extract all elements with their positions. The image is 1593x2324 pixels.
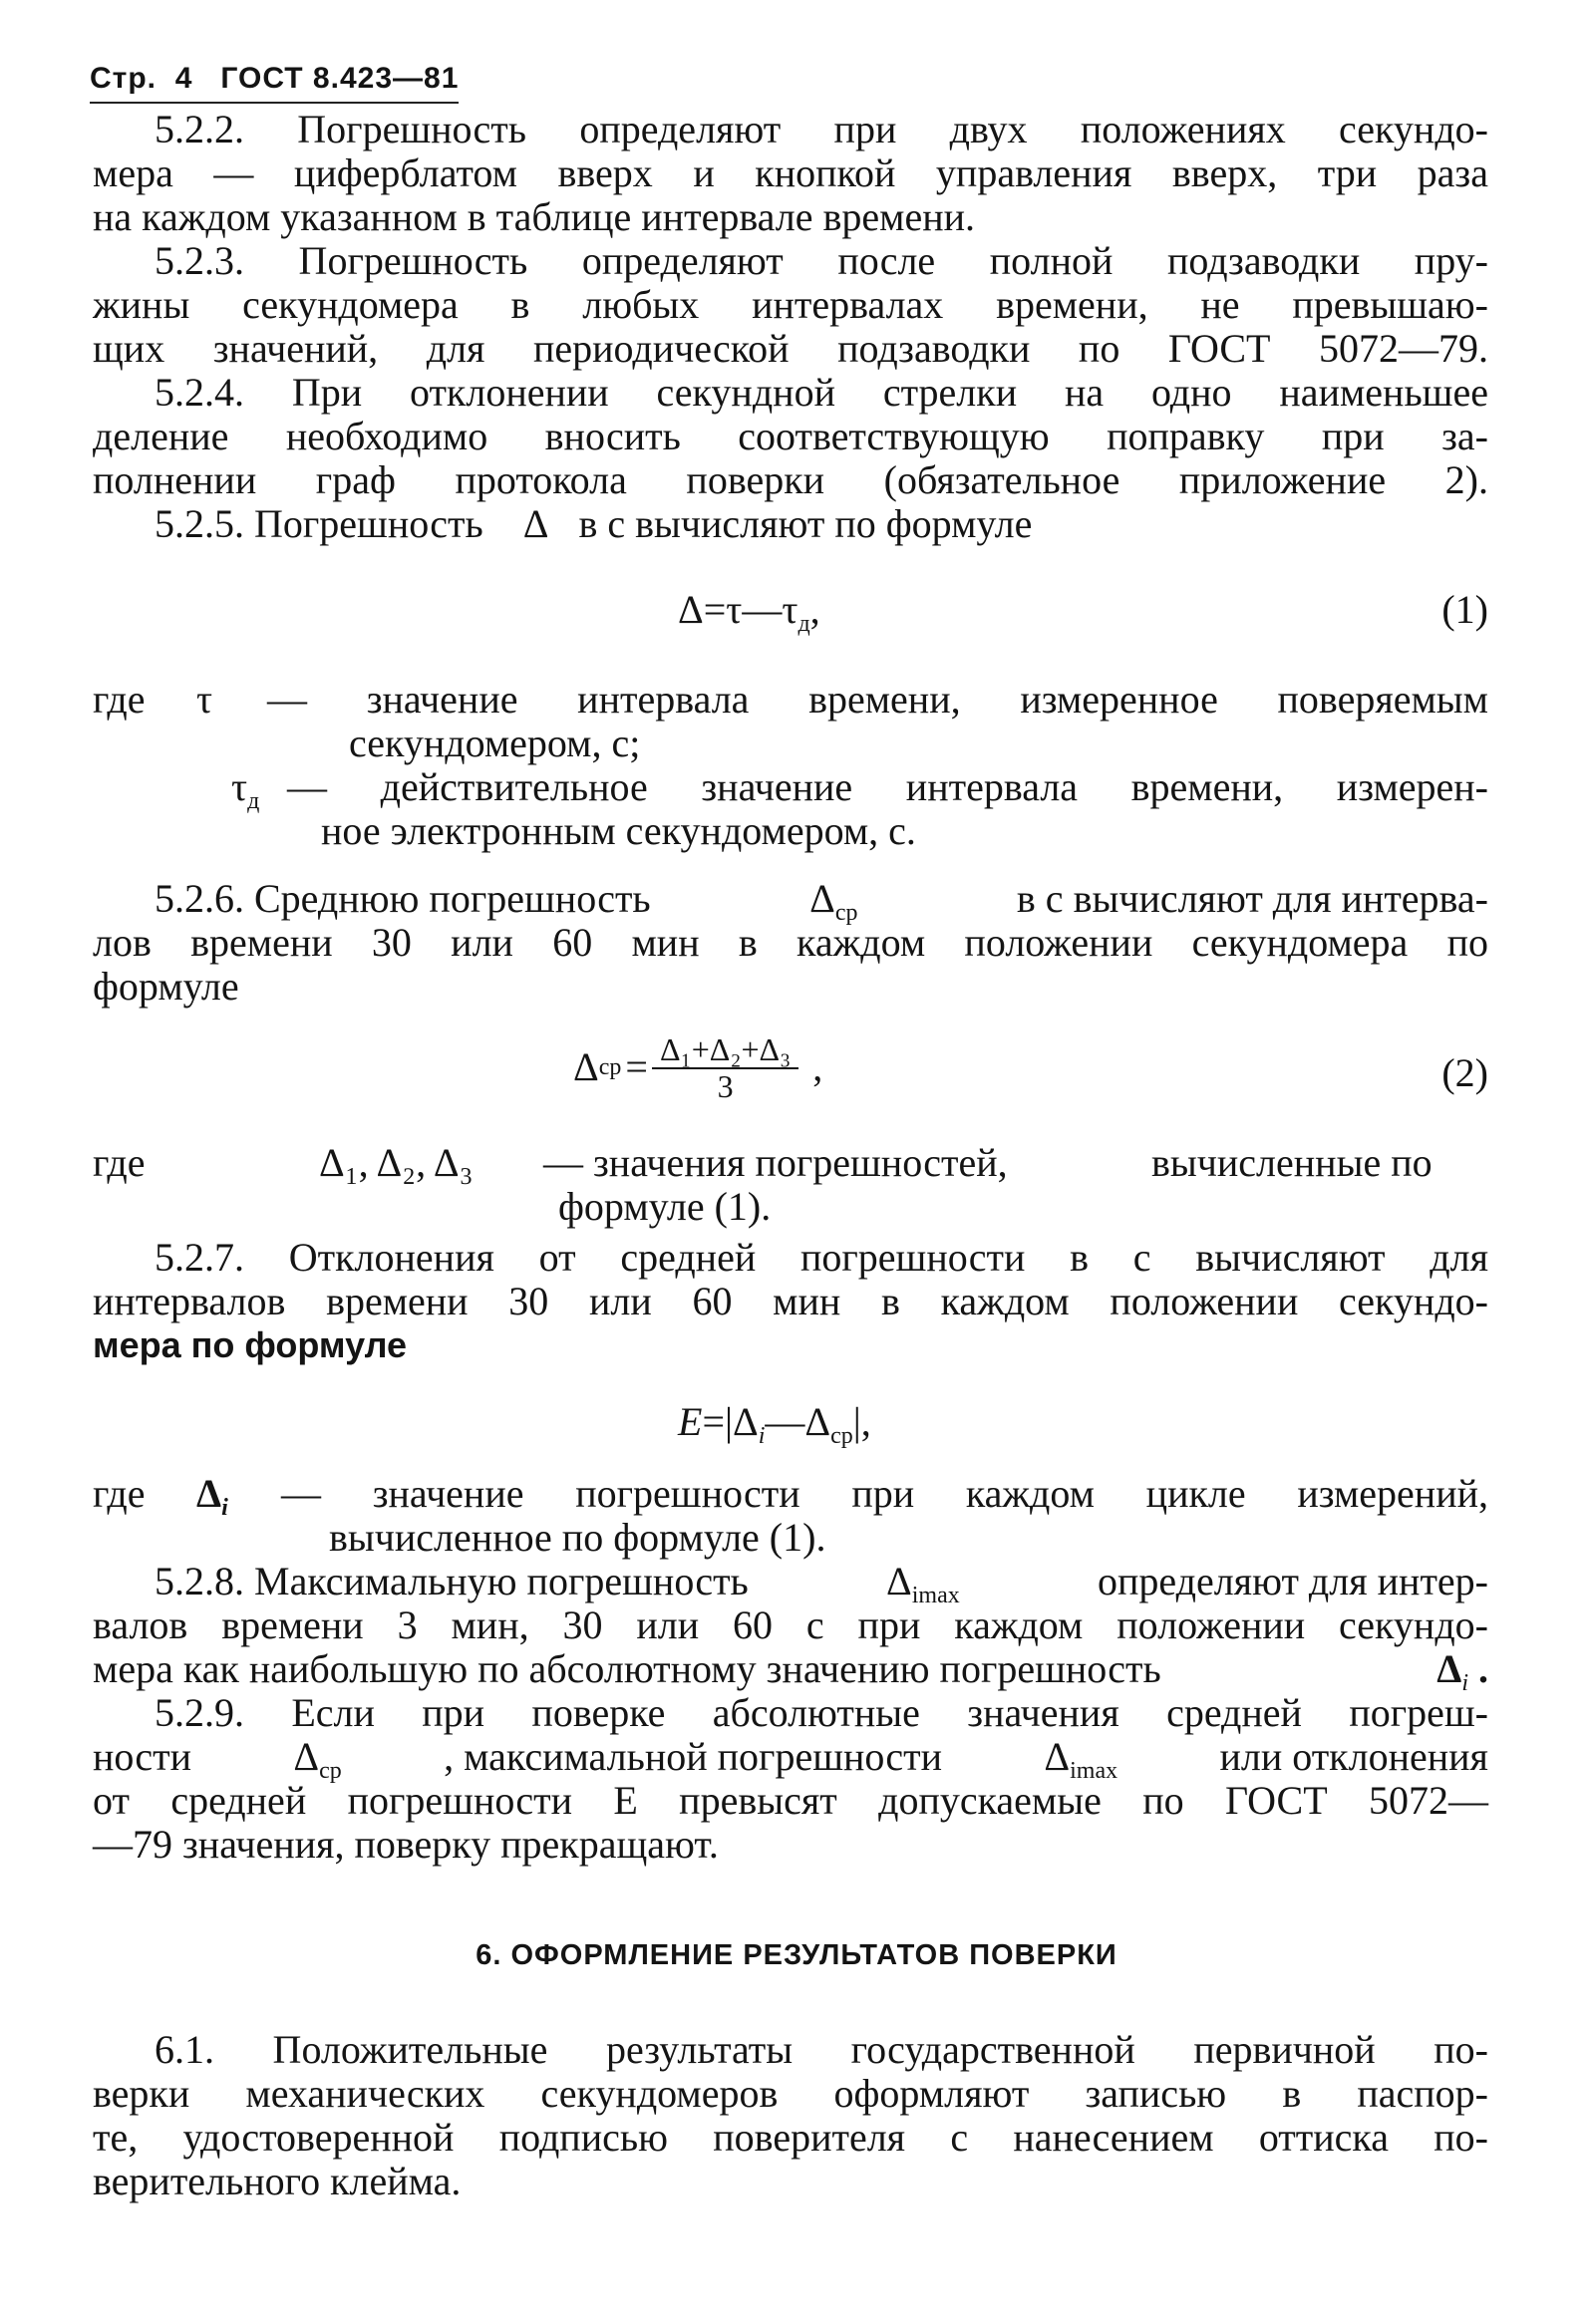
text-span: ности [93,1734,192,1779]
where-label: где [93,677,146,722]
formula-tail: , [812,1044,823,1089]
delta-list: Δ₁, Δ₂, Δ₃ [319,1140,474,1185]
text-line: верки механических секундомеров оформляют записью в паспор- [93,2071,1488,2116]
text-span: , максимальной погрешности [444,1734,943,1779]
subscript: ср [319,1758,342,1784]
text-line: 6.1. Положительные результаты государственной первичной по- [155,2027,1488,2072]
text-line: те, удостоверенной подписью поверителя с нанесением оттиска по- [93,2115,1488,2160]
text-line: вычисленное по формуле (1). [329,1515,826,1560]
formula-rhs: =τ—τ [703,587,798,632]
text-span: — значения погрешностей, [543,1140,1008,1185]
text-line: деление необходимо вносить соответствующую поправку при за- [93,414,1488,458]
delta-cp [809,876,858,926]
paragraph-5-2-5 [155,502,1032,546]
text-line: — значение погрешности при каждом цикле измерений, [281,1471,1488,1516]
equation-number-2: (2) [1441,1050,1488,1095]
text-line: полнении граф протокола поверки (обязательное приложение 2). [93,457,1488,502]
text-span: 5.2.6. Среднюю погрешность [155,876,651,921]
text-span: 5.2.8. Максимальную погрешность [155,1559,749,1603]
delta-symbol: Δ [886,1559,912,1603]
text-span: в с вычисляют по формуле [578,501,1033,546]
equation-number-1: (1) [1441,587,1488,632]
tau-d-symbol: τ [231,764,248,809]
text-line: 5.2.9. Если при поверке абсолютные значения средней погреш- [155,1690,1488,1735]
text-line: формуле (1). [558,1184,772,1229]
subscript: д [247,788,260,814]
text-span: 5.2.5. Погрешность [155,501,483,546]
page-number: 4 [174,62,193,95]
text-line: от средней погрешности E превысят допускаемые по ГОСТ 5072— [93,1778,1488,1823]
text-line: верительного клейма. [93,2159,462,2203]
subscript: i [1461,1670,1468,1696]
delta-symbol: Δ [293,1734,320,1779]
subscript: imax [911,1583,960,1608]
formula-part: =|Δ [702,1399,759,1444]
text-line: на каждом указанном в таблице интервале времени. [93,194,976,239]
text-line: 5.2.2. Погрешность определяют при двух положениях секундо- [155,107,1488,151]
delta-symbol: Δ [1436,1646,1462,1691]
delta-imax [886,1559,960,1608]
where-label: где [93,1140,146,1185]
standard-code: ГОСТ 8.423—81 [220,62,460,95]
formula-lhs: E [678,1399,703,1444]
text-line: 5.2.3. Погрешность определяют после полной подзаводки пру- [155,238,1488,283]
delta-symbol: Δ [1044,1734,1071,1779]
text-span: определяют для интер- [1097,1559,1488,1603]
where-label: где [93,1471,146,1516]
text-line: 5.2.7. Отклонения от средней погрешности в с вычисляют для [155,1235,1488,1280]
text-span: в с вычисляют для интерва- [1016,876,1488,921]
delta-symbol: Δ [196,1471,222,1516]
formula-tail: , [809,587,820,632]
text-line: жины секундомера в любых интервалах времени, не превышаю- [93,282,1488,327]
formula-subscript: i [758,1423,766,1449]
fraction [652,1031,798,1103]
formula-2: Δ ср = $\frac{\text{Δ₁+Δ₂+Δ₃}}{3}$ , [573,1031,823,1104]
formula-tail: |, [852,1399,871,1444]
header-rule [90,102,459,104]
text-line: интервалов времени 30 или 60 мин в каждом положении секундо- [93,1279,1488,1323]
text-line: секундомером, с; [349,721,641,765]
formula-subscript: ср [830,1423,853,1449]
text-line: ное электронным секундомером, с. [321,808,916,853]
text-line: щих значений, для периодической подзаводки по ГОСТ 5072—79. [93,326,1488,371]
delta-symbol: Δ [522,501,549,546]
page-label: Стр. [90,62,158,95]
subscript: imax [1070,1758,1118,1784]
text-line: лов времени 30 или 60 мин в каждом положении секундомера по [93,920,1488,965]
text-line: валов времени 3 мин, 30 или 60 с при каждом положении секундо- [93,1602,1488,1647]
subscript: ср [834,900,858,926]
formula-part: —Δ [765,1399,831,1444]
text-line: — действительное значение интервала времени, измерен- [287,764,1488,809]
formula-3 [678,1399,871,1449]
page-header [90,62,459,102]
text-line: — значение интервала времени, измеренное поверяемым [267,677,1488,722]
section-heading: 6. ОФОРМЛЕНИЕ РЕЗУЛЬТАТОВ ПОВЕРКИ [476,1939,1117,1971]
text-line: —79 значения, поверку прекращают. [93,1822,719,1867]
text-span: . [1478,1646,1488,1691]
text-span: вычисленные по [1151,1140,1433,1185]
subscript: i [221,1495,228,1521]
text-line: мера по формуле [93,1324,408,1365]
text-line: формуле [93,964,239,1009]
text-line: мера — циферблатом вверх и кнопкой управления вверх, три раза [93,150,1488,195]
formula-lhs: Δ [573,1044,599,1089]
text-line: 5.2.4. При отклонении секундной стрелки на одно наименьшее [155,370,1488,415]
numerator: Δ₁+Δ₂+Δ₃ [652,1031,798,1069]
delta-symbol: Δ [809,876,835,921]
formula-1 [678,587,820,637]
formula-eq: = [625,1044,648,1089]
formula-subscript: д [797,611,810,637]
denominator: 3 [717,1068,734,1104]
tau-symbol: τ [196,677,213,722]
formula-lhs: Δ [678,587,704,632]
text-span: мера как наибольшую по абсолютному значению погрешность [93,1646,1161,1691]
text-span: или отклонения [1219,1734,1488,1779]
